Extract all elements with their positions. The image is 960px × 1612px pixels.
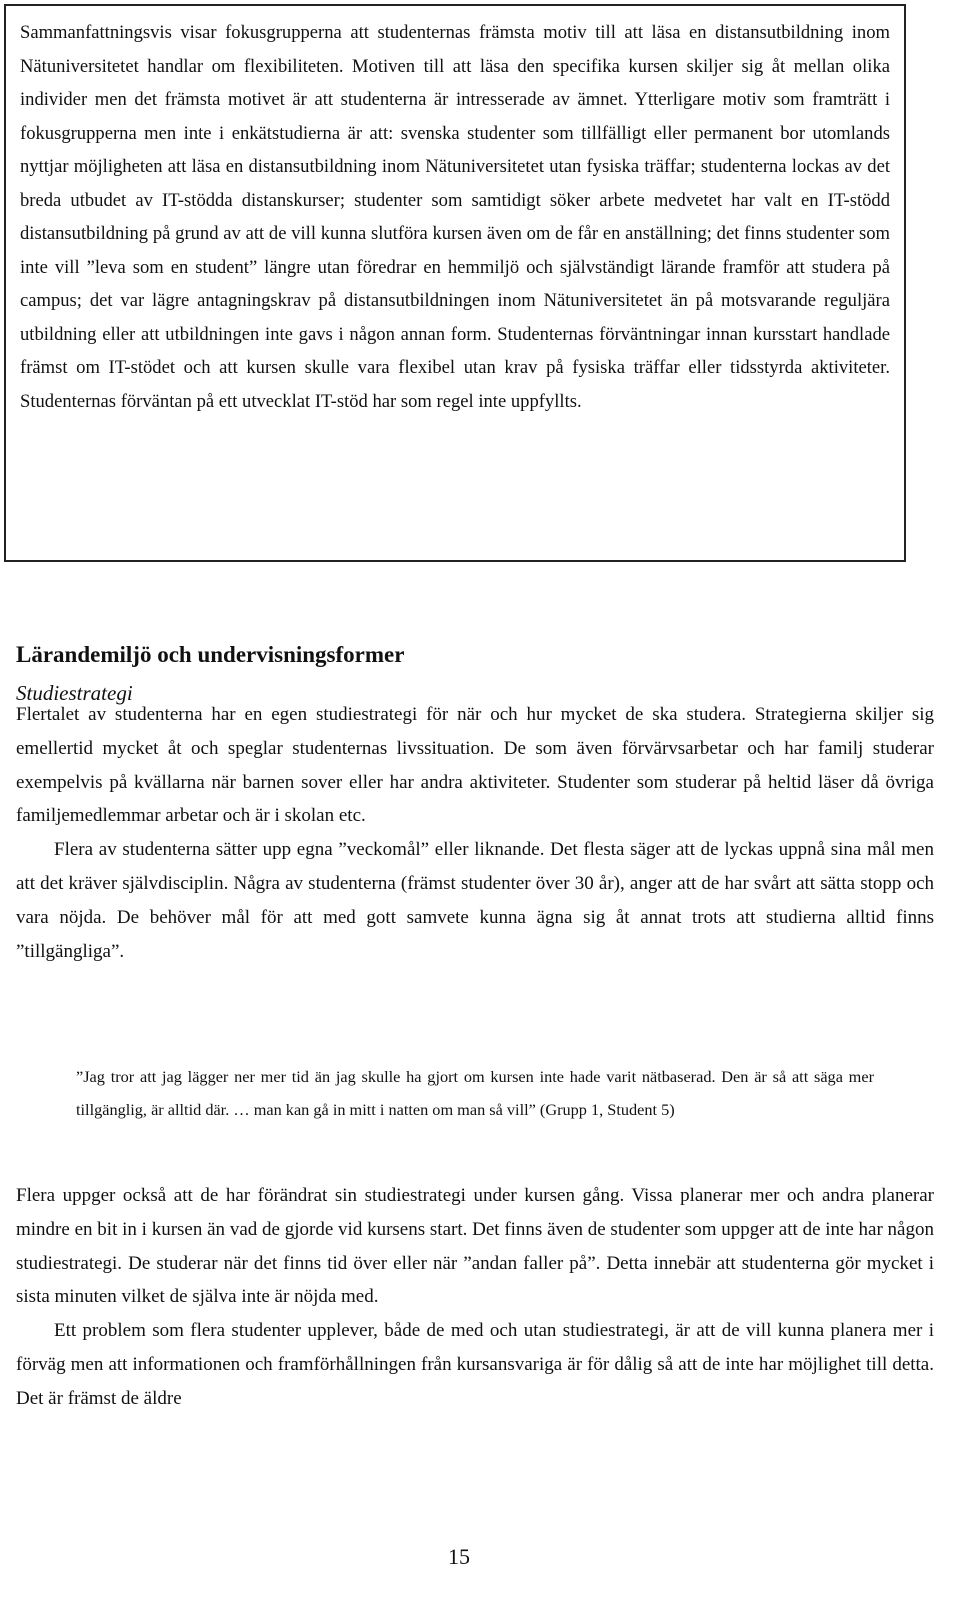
body-paragraph: Flertalet av studenterna har en egen studiestrategi för när och hur mycket de ska studera. Strategierna skiljer sig emellertid mycket åt och speglar studenternas livssituation. De som även förvärvsarbetar och har familj studerar exempelvis på kvällarna när barnen sover eller har andra aktiviteter. Studenter som studerar på heltid läser då övriga familjemedlemmar arbetar och är i skolan etc. xyxy=(16,704,934,827)
paragraphs-before-quote xyxy=(16,698,934,968)
body-paragraph: Flera uppger också att de har förändrat sin studiestrategi under kursen gång. Vissa planerar mer och andra planerar mindre en bit in i kursen än vad de gjorde vid kursens start. Det finns även de studenter som uppger att de inte har någon studiestrategi. De studerar när det finns tid över eller när ”andan faller på”. Detta innebär att studenterna gör mycket i sista minuten vilket de själva inte är nöjda med. xyxy=(16,1185,934,1308)
summary-box xyxy=(4,4,906,562)
body-paragraph: Flera av studenterna sätter upp egna ”veckomål” eller liknande. Det flesta säger att de lyckas uppnå sina mål men att det kräver självdisciplin. Några av studenterna (främst studenter över 30 år), anger att de har svårt att sätta stopp och vara nöjda. De behöver mål för att med gott samvete kunna ägna sig åt annat trots att studierna alltid finns ”tillgängliga”. xyxy=(16,839,934,962)
page-number: 15 xyxy=(448,1544,470,1569)
student-quote: ”Jag tror att jag lägger ner mer tid än jag skulle ha gjort om kursen inte hade varit nätbaserad. Den är så att säga mer tillgänglig, är alltid där. … man kan gå in mitt i natten om man så vill” (Grupp 1, Student 5) xyxy=(76,1067,874,1119)
section-heading: Lärandemiljö och undervisningsformer xyxy=(16,642,405,667)
body-paragraph: Ett problem som flera studenter upplever, både de med och utan studiestrategi, är att de vill kunna planera mer i förväg men att informationen och framförhållningen från kursansvariga är för dålig så att de inte har möjlighet till detta. Det är främst de äldre xyxy=(16,1320,934,1409)
subheading-studiestrategi: Studiestrategi xyxy=(16,681,133,705)
paragraphs-after-quote xyxy=(16,1179,934,1416)
summary-paragraph: Sammanfattningsvis visar fokusgrupperna att studenternas främsta motiv till att läsa en distansutbildning inom Nätuniversitetet handlar om flexibiliteten. Motiven till att läsa den specifika kursen skiljer sig åt mellan olika individer men det främsta motivet är att studenterna är intresserade av ämnet. Ytterligare motiv som framträtt i fokusgrupperna men inte i enkätstudierna är att: svenska studenter som tillfälligt eller permanent bor utomlands nyttjar möjligheten att läsa en distansutbildning inom Nätuniversitetet utan fysiska träffar; studenterna lockas av det breda utbudet av IT-stödda distanskurser; studenter som samtidigt söker arbete medvetet har valt en IT-stödd distansutbildning på grund av att de vill kunna slutföra kursen även om de får en anställning; det finns studenter som inte vill ”leva som en student” längre utan föredrar en hemmiljö och självständigt lärande framför att studera på campus; det var lägre antagningskrav på distansutbildningen inom Nätuniversitetet än på motsvarande reguljära utbildning eller att utbildningen inte gavs i någon annan form. Studenternas förväntningar innan kursstart handlade främst om IT-stödet och att kursen skulle vara flexibel utan krav på fysiska träffar eller tidsstyrda aktiviteter. Studenternas förväntan på ett utvecklat IT-stöd har som regel inte uppfyllts. xyxy=(20,22,890,412)
